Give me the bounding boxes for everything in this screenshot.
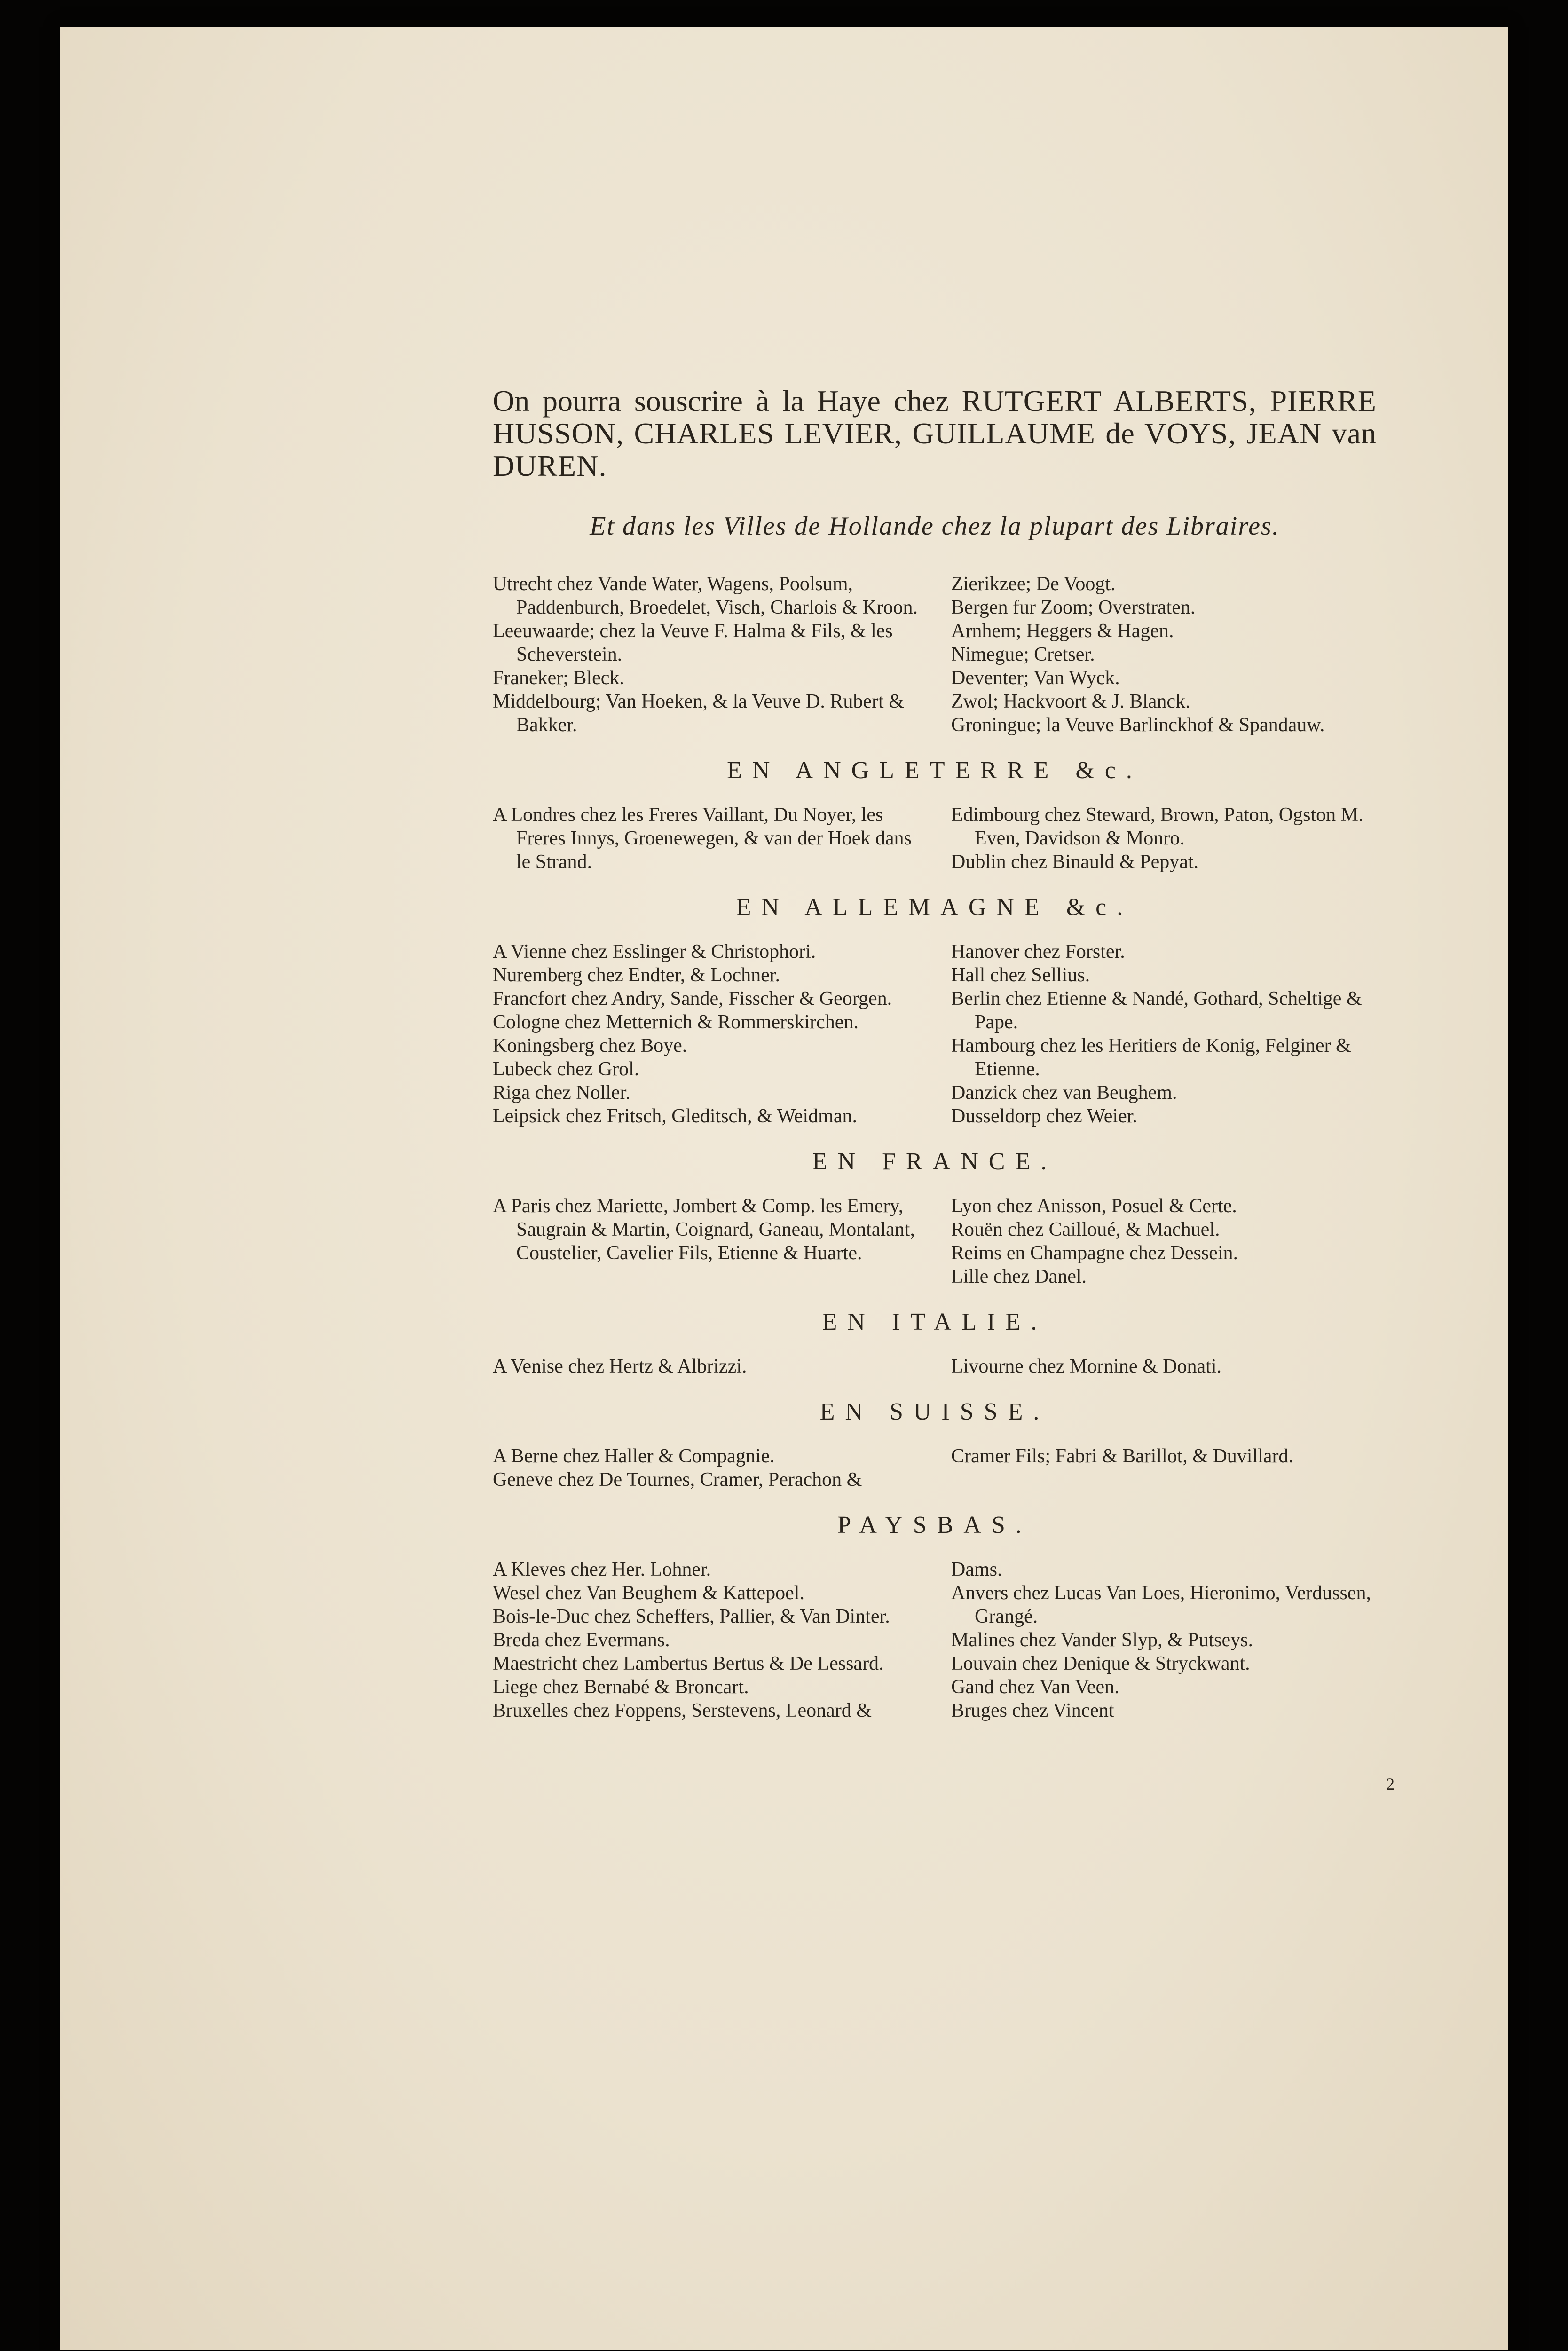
bookseller-entry: Malines chez Vander Slyp, & Putseys.	[951, 1629, 1253, 1651]
bookseller-entry: Middelbourg; Van Hoeken, & la Veuve D. Rubert & Bakker.	[493, 691, 904, 736]
bookseller-entry: Leeuwaarde; chez la Veuve F. Halma & Fils, & les Scheverstein.	[493, 620, 893, 666]
section	[493, 1148, 1377, 1288]
left-column	[493, 1194, 918, 1288]
bookseller-entry: Maestricht chez Lambertus Bertus & De Lessard.	[493, 1653, 884, 1675]
left-column	[493, 1558, 918, 1722]
subtitle: Et dans les Villes de Hollande chez la plupart des Libraires.	[590, 512, 1280, 541]
bookseller-entry: Rouën chez Cailloué, & Machuel.	[951, 1219, 1220, 1241]
document-content	[493, 385, 1377, 1722]
right-column	[951, 1558, 1377, 1722]
bookseller-entry: Livourne chez Mornine & Donati.	[951, 1356, 1221, 1378]
bookseller-entry: Zwol; Hackvoort & J. Blanck.	[951, 691, 1190, 713]
left-column	[493, 572, 918, 737]
section	[493, 1308, 1377, 1378]
right-column	[951, 940, 1377, 1128]
bookseller-entry: Koningsberg chez Boye.	[493, 1035, 687, 1057]
section-title: EN ANGLETERRE &c.	[727, 757, 1143, 784]
bookseller-entry: Hambourg chez les Heritiers de Konig, Felginer & Etienne.	[951, 1035, 1351, 1081]
bookseller-entry: Zierikzee; De Voogt.	[951, 573, 1116, 595]
bookseller-entry: Utrecht chez Vande Water, Wagens, Poolsum, Paddenburch, Broedelet, Visch, Charlois & Kroon.	[493, 573, 918, 619]
bookseller-entry: Anvers chez Lucas Van Loes, Hieronimo, Verdussen, Grangé.	[951, 1582, 1371, 1628]
bookseller-entry: Reims en Champagne chez Dessein.	[951, 1242, 1238, 1264]
bookseller-entry: Bruges chez Vincent	[951, 1700, 1114, 1722]
bookseller-entry: Franeker; Bleck.	[493, 667, 624, 689]
bookseller-entry: A Vienne chez Esslinger & Christophori.	[493, 941, 816, 963]
bookseller-entry: Nimegue; Cretser.	[951, 644, 1095, 666]
bookseller-entry: A Venise chez Hertz & Albrizzi.	[493, 1356, 747, 1378]
section-columns	[493, 572, 1377, 737]
bookseller-entry: Hall chez Sellius.	[951, 964, 1090, 986]
bookseller-entry: A Londres chez les Freres Vaillant, Du Noyer, les Freres Innys, Groenewegen, & van der Hoek dans le Strand.	[493, 804, 912, 873]
bookseller-entry: Gand chez Van Veen.	[951, 1676, 1119, 1698]
bookseller-entry: Bois-le-Duc chez Scheffers, Pallier, & Van Dinter.	[493, 1606, 890, 1628]
left-column	[493, 940, 918, 1128]
section	[493, 1398, 1377, 1491]
bookseller-entry: Cologne chez Metternich & Rommerskirchen.	[493, 1011, 859, 1033]
section	[493, 572, 1377, 737]
bookseller-entry: Liege chez Bernabé & Broncart.	[493, 1676, 749, 1698]
right-column	[951, 803, 1377, 874]
section-title: EN FRANCE.	[812, 1148, 1057, 1176]
bookseller-entry: Wesel chez Van Beughem & Kattepoel.	[493, 1582, 804, 1604]
section-columns	[493, 803, 1377, 874]
bookseller-entry: Cramer Fils; Fabri & Barillot, & Duvillard.	[951, 1445, 1293, 1467]
bookseller-entry: Danzick chez van Beughem.	[951, 1082, 1177, 1104]
bookseller-entry: Riga chez Noller.	[493, 1082, 630, 1104]
paper-sheet	[60, 27, 1508, 2350]
bookseller-entry: Nuremberg chez Endter, & Lochner.	[493, 964, 780, 986]
intro-names: RUTGERT ALBERTS, PIERRE HUSSON, CHARLES LEVIER, GUILLAUME de VOYS, JEAN van DUREN.	[493, 384, 1377, 483]
bookseller-entry: Deventer; Van Wyck.	[951, 667, 1120, 689]
bookseller-entry: Dams.	[951, 1559, 1002, 1581]
sections	[493, 572, 1377, 1722]
right-column	[951, 1444, 1377, 1491]
left-column	[493, 1355, 918, 1378]
right-column	[951, 1355, 1377, 1378]
bookseller-entry: Berlin chez Etienne & Nandé, Gothard, Scheltige & Pape.	[951, 988, 1362, 1033]
left-column	[493, 1444, 918, 1491]
page-mark: 2	[1386, 1775, 1395, 1793]
bookseller-entry: Lille chez Danel.	[951, 1266, 1087, 1288]
bookseller-entry: A Kleves chez Her. Lohner.	[493, 1559, 711, 1581]
section-title: EN SUISSE.	[819, 1398, 1050, 1426]
bookseller-entry: Francfort chez Andry, Sande, Fisscher & Georgen.	[493, 988, 892, 1010]
bookseller-entry: A Berne chez Haller & Compagnie.	[493, 1445, 775, 1467]
bookseller-entry: Leipsick chez Fritsch, Gleditsch, & Weidman.	[493, 1105, 857, 1128]
section	[493, 893, 1377, 1128]
section-columns	[493, 1444, 1377, 1491]
section-columns	[493, 940, 1377, 1128]
bookseller-entry: Dusseldorp chez Weier.	[951, 1105, 1137, 1128]
bookseller-entry: Lyon chez Anisson, Posuel & Certe.	[951, 1195, 1237, 1217]
bookseller-entry: Edimbourg chez Steward, Brown, Paton, Ogston M. Even, Davidson & Monro.	[951, 804, 1363, 850]
bookseller-entry: Dublin chez Binauld & Pepyat.	[951, 851, 1199, 873]
bookseller-entry: Bruxelles chez Foppens, Serstevens, Leonard &	[493, 1700, 872, 1722]
bookseller-entry: Groningue; la Veuve Barlinckhof & Spandauw.	[951, 714, 1325, 736]
bookseller-entry: Arnhem; Heggers & Hagen.	[951, 620, 1174, 642]
section	[493, 757, 1377, 874]
bookseller-entry: A Paris chez Mariette, Jombert & Comp. les Emery, Saugrain & Martin, Coignard, Ganeau, Montalant, Coustelier, Cavelier Fils, Etienne & Huarte.	[493, 1195, 915, 1264]
bookseller-entry: Hanover chez Forster.	[951, 941, 1125, 963]
section-title: PAYSBAS.	[837, 1512, 1032, 1539]
section-title: EN ITALIE.	[822, 1309, 1048, 1336]
bookseller-entry: Louvain chez Denique & Stryckwant.	[951, 1653, 1250, 1675]
right-column	[951, 1194, 1377, 1288]
bookseller-entry: Geneve chez De Tournes, Cramer, Perachon &	[493, 1469, 862, 1491]
bookseller-entry: Lubeck chez Grol.	[493, 1058, 639, 1081]
section-title: EN ALLEMAGNE &c.	[736, 894, 1134, 921]
section	[493, 1511, 1377, 1722]
section-columns	[493, 1355, 1377, 1378]
bookseller-entry: Breda chez Evermans.	[493, 1629, 670, 1651]
right-column	[951, 572, 1377, 737]
section-columns	[493, 1558, 1377, 1722]
intro-paragraph	[493, 385, 1377, 482]
bookseller-entry: Bergen fur Zoom; Overstraten.	[951, 597, 1196, 619]
section-columns	[493, 1194, 1377, 1288]
intro-lead: On pourra souscrire à la Haye chez	[493, 384, 962, 418]
left-column	[493, 803, 918, 874]
